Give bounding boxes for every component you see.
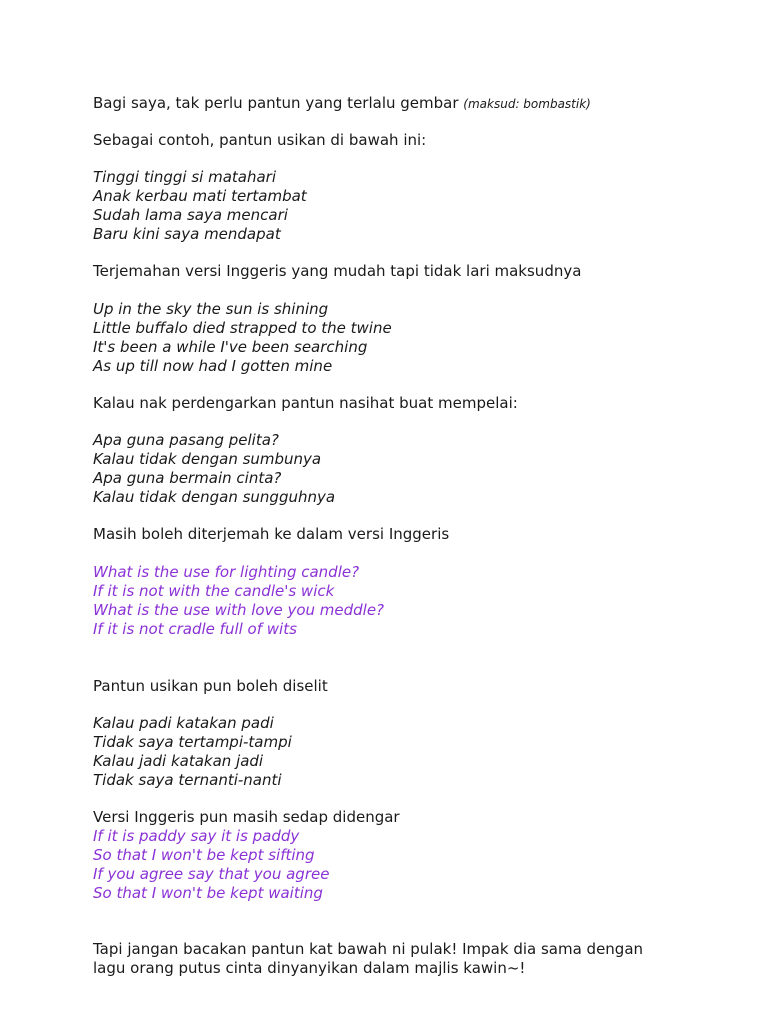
translation3-line-2: So that I won't be kept sifting xyxy=(93,846,315,864)
translation2-intro: Masih boleh diterjemah ke dalam versi Inggeris xyxy=(93,525,450,543)
example-intro: Sebagai contoh, pantun usikan di bawah ini: xyxy=(93,131,427,149)
intro-paragraph xyxy=(93,94,591,113)
closing-line-1: Tapi jangan bacakan pantun kat bawah ni pulak! Impak dia sama dengan xyxy=(93,940,644,958)
translation3-intro: Versi Inggeris pun masih sedap didengar xyxy=(93,808,400,826)
translation1-line-4: As up till now had I gotten mine xyxy=(93,357,333,375)
pantun3-line-1: Kalau padi katakan padi xyxy=(93,714,274,732)
pantun1-line-1: Tinggi tinggi si matahari xyxy=(93,168,277,186)
translation1-line-3: It's been a while I've been searching xyxy=(93,338,368,356)
translation1-intro: Terjemahan versi Inggeris yang mudah tapi tidak lari maksudnya xyxy=(93,262,582,280)
translation2-line-1: What is the use for lighting candle? xyxy=(93,563,360,581)
pantun2-line-4: Kalau tidak dengan sungguhnya xyxy=(93,488,336,506)
pantun3-line-2: Tidak saya tertampi-tampi xyxy=(93,733,292,751)
translation3-line-4: So that I won't be kept waiting xyxy=(93,884,323,902)
pantun3-line-4: Tidak saya ternanti-nanti xyxy=(93,771,282,789)
translation2-line-4: If it is not cradle full of wits xyxy=(93,620,297,638)
closing-line-2: lagu orang putus cinta dinyanyikan dalam majlis kawin~! xyxy=(93,959,526,977)
pantun1-line-3: Sudah lama saya mencari xyxy=(93,206,288,224)
translation2-line-2: If it is not with the candle's wick xyxy=(93,582,335,600)
intro-note: (maksud: bombastik) xyxy=(463,97,591,111)
translation3-line-1: If it is paddy say it is paddy xyxy=(93,827,300,845)
pantun1-line-4: Baru kini saya mendapat xyxy=(93,225,281,243)
intro-text: Bagi saya, tak perlu pantun yang terlalu gembar xyxy=(93,94,459,112)
translation2-line-3: What is the use with love you meddle? xyxy=(93,601,385,619)
pantun2-intro: Kalau nak perdengarkan pantun nasihat buat mempelai: xyxy=(93,394,518,412)
pantun2-line-3: Apa guna bermain cinta? xyxy=(93,469,282,487)
translation1-line-2: Little buffalo died strapped to the twine xyxy=(93,319,392,337)
pantun2-line-1: Apa guna pasang pelita? xyxy=(93,431,279,449)
pantun3-intro: Pantun usikan pun boleh diselit xyxy=(93,677,328,695)
translation3-line-3: If you agree say that you agree xyxy=(93,865,330,883)
translation1-line-1: Up in the sky the sun is shining xyxy=(93,300,329,318)
pantun3-line-3: Kalau jadi katakan jadi xyxy=(93,752,264,770)
pantun1-line-2: Anak kerbau mati tertambat xyxy=(93,187,307,205)
pantun2-line-2: Kalau tidak dengan sumbunya xyxy=(93,450,322,468)
